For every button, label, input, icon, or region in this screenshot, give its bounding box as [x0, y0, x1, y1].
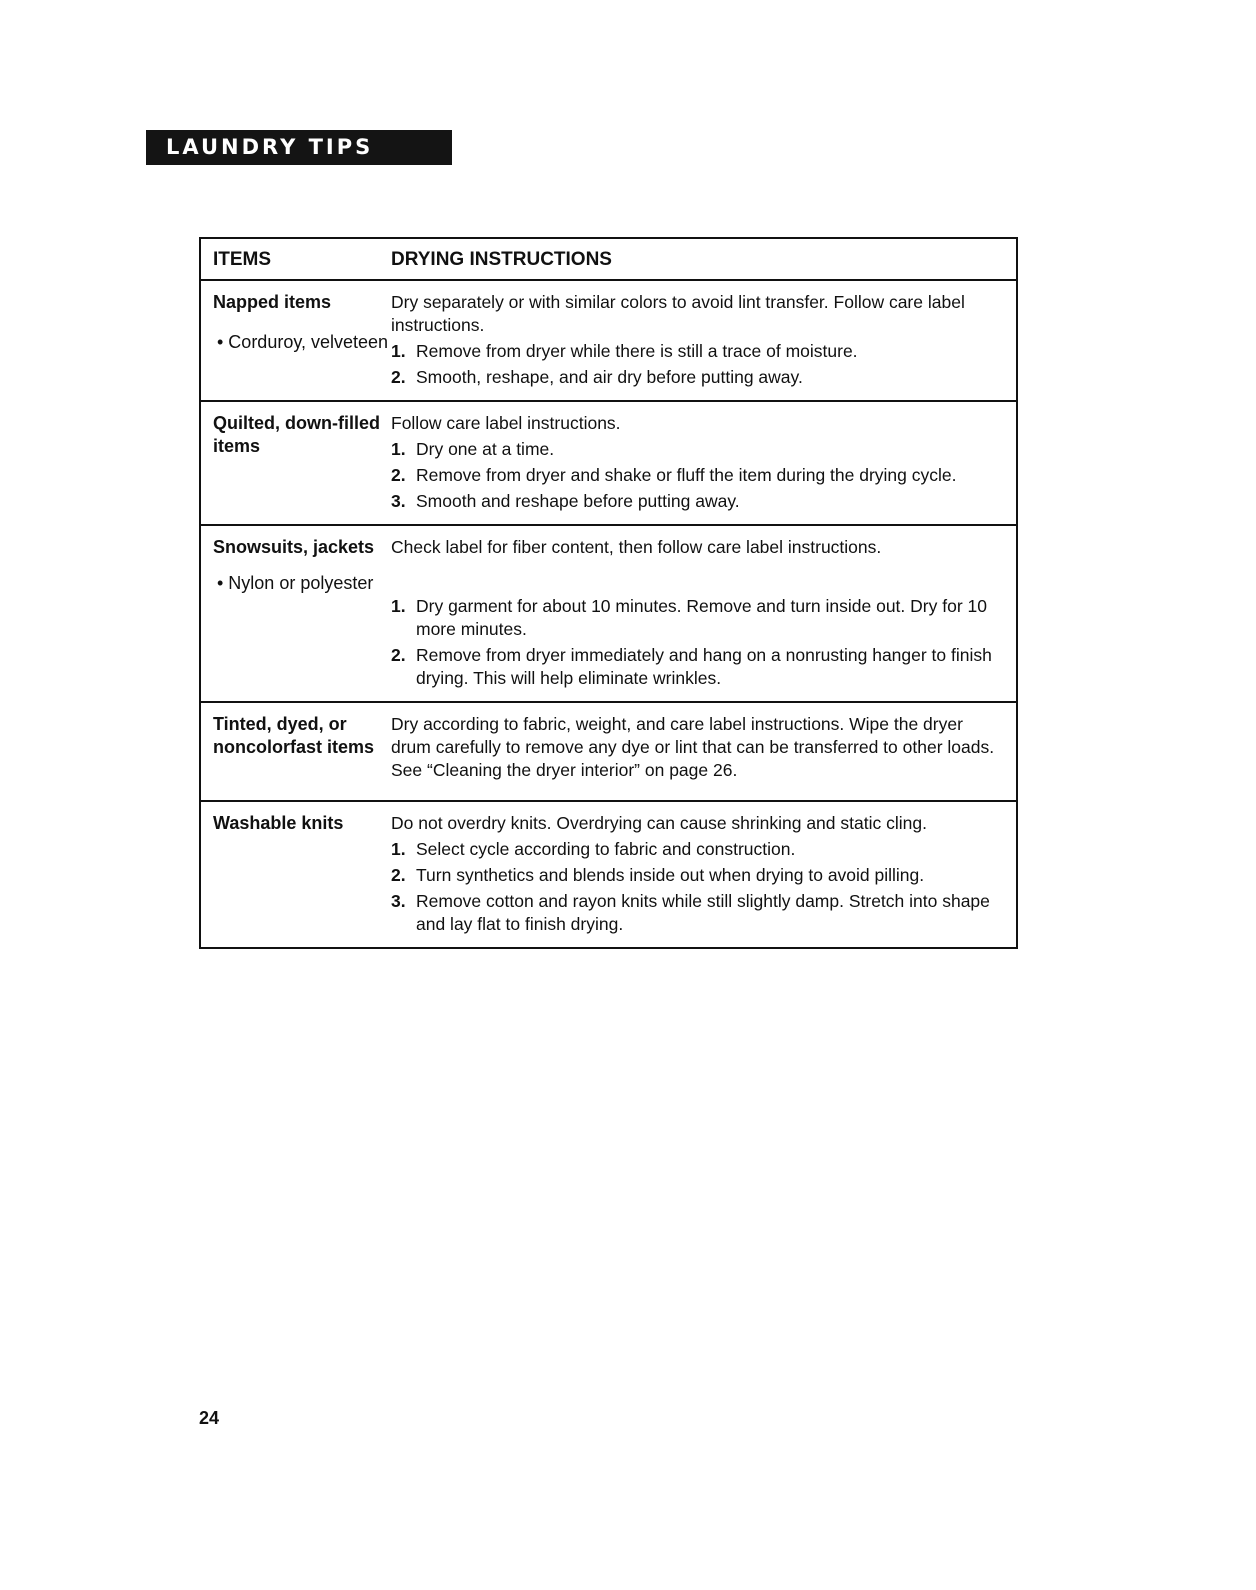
- table-header-row: [200, 238, 1017, 280]
- page-number: 24: [199, 1408, 220, 1428]
- instructions-column-header: DRYING INSTRUCTIONS: [391, 238, 1017, 280]
- instruction-steps: [391, 595, 1006, 690]
- instructions-cell: [391, 801, 1017, 948]
- instructions-cell: [391, 525, 1017, 702]
- item-cell: [200, 525, 391, 702]
- instruction-step: 2. Remove from dryer immediately and hang on a nonrusting hanger to finish drying. This will help eliminate wrinkles.: [391, 645, 992, 688]
- item-cell: [200, 280, 391, 401]
- table-row: [200, 702, 1017, 801]
- item-name: Snowsuits, jackets: [213, 537, 375, 557]
- instruction-step: 1. Dry garment for about 10 minutes. Remove and turn inside out. Dry for 10 more minutes.: [391, 596, 987, 639]
- instruction-intro: Dry separately or with similar colors to avoid lint transfer. Follow care label instructions.: [391, 292, 965, 335]
- table-row: [200, 801, 1017, 948]
- instruction-intro: Do not overdry knits. Overdrying can cause shrinking and static cling.: [391, 813, 927, 833]
- instruction-intro: Dry according to fabric, weight, and care label instructions. Wipe the dryer drum carefully to remove any dye or lint that can be transferred to other loads. See “Cleaning the dryer interior” on page 26.: [391, 714, 995, 780]
- instructions-cell: [391, 401, 1017, 525]
- item-name: Napped items: [213, 292, 332, 312]
- instruction-step: 1. Select cycle according to fabric and construction.: [391, 839, 796, 859]
- instruction-step: 3. Smooth and reshape before putting away.: [391, 491, 740, 511]
- section-title-banner: LAUNDRY TIPS: [146, 130, 452, 165]
- instruction-intro: Follow care label instructions.: [391, 413, 621, 433]
- item-name: Quilted, down-filled items: [213, 413, 380, 456]
- item-subtype: • Corduroy, velveteen: [217, 332, 389, 352]
- instruction-intro: Check label for fiber content, then follow care label instructions.: [391, 537, 882, 557]
- instruction-steps: [391, 340, 1006, 389]
- instruction-step: 1. Dry one at a time.: [391, 439, 555, 459]
- instruction-step: 2. Turn synthetics and blends inside out when drying to avoid pilling.: [391, 865, 925, 885]
- drying-instructions-table: [199, 237, 1018, 949]
- item-cell: [200, 401, 391, 525]
- table-row: [200, 280, 1017, 401]
- instruction-step: 3. Remove cotton and rayon knits while still slightly damp. Stretch into shape and lay flat to finish drying.: [391, 891, 990, 934]
- item-cell: [200, 702, 391, 801]
- instruction-steps: [391, 438, 1006, 513]
- items-column-header: ITEMS: [200, 238, 391, 280]
- item-name: Washable knits: [213, 813, 344, 833]
- item-name: Tinted, dyed, or noncolorfast items: [213, 714, 375, 757]
- instruction-step: 1. Remove from dryer while there is still a trace of moisture.: [391, 341, 858, 361]
- item-subtype: • Nylon or polyester: [217, 573, 374, 593]
- instructions-cell: [391, 702, 1017, 801]
- item-cell: [200, 801, 391, 948]
- instruction-steps: [391, 838, 1006, 936]
- instruction-step: 2. Remove from dryer and shake or fluff the item during the drying cycle.: [391, 465, 957, 485]
- instructions-cell: [391, 280, 1017, 401]
- table-row: [200, 525, 1017, 702]
- instruction-step: 2. Smooth, reshape, and air dry before putting away.: [391, 367, 803, 387]
- table-row: [200, 401, 1017, 525]
